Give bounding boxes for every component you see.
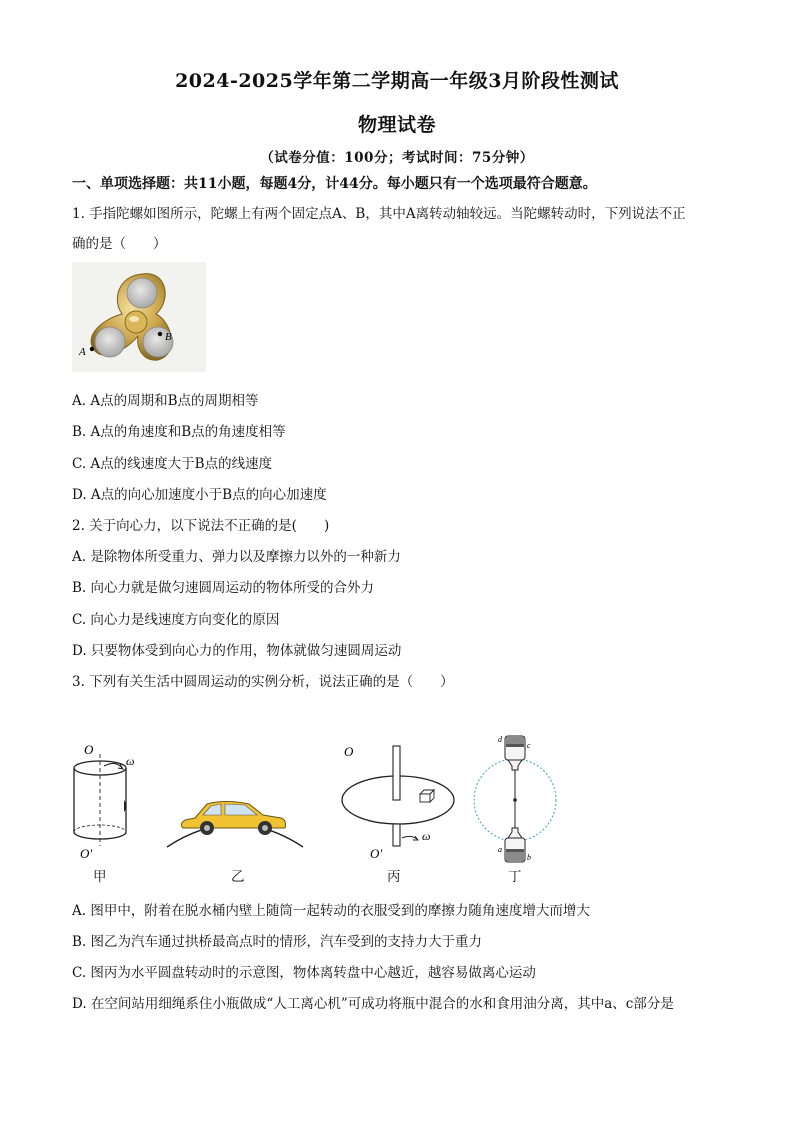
bing-o-prime-label: O′ [370,846,383,861]
jia-omega-label: ω [126,754,135,768]
fidget-spinner-photo [72,262,206,372]
q2-option-d: D. 只要物体受到向心力的作用，物体就做匀速圆周运动 [72,643,402,659]
q1-option-c: C. A点的线速度大于B点的线速度 [72,456,273,472]
q2-option-c: C. 向心力是线速度方向变化的原因 [72,612,280,628]
section-heading: 一、单项选择题：共11小题，每题4分，计44分。每小题只有一个选项最符合题意。 [72,176,597,192]
point-a-label: A [79,346,86,358]
ding-a-label: a [498,845,502,854]
caption-jia: 甲 [93,869,107,885]
bing-o-label: O [344,744,354,759]
figure-bing-rotating-disc [340,738,460,862]
q3-option-d: D. 在空间站用细绳系住小瓶做成“人工离心机”可成功将瓶中混合的水和食用油分离，其中a、c部分是 [72,996,674,1012]
caption-bing: 丙 [387,869,401,885]
ding-b-label: b [527,853,531,862]
jia-o-prime-label: O′ [80,846,93,861]
point-b-label: B [165,331,172,343]
ding-d-label: d [498,735,502,744]
exam-subject: 物理试卷 [357,114,436,136]
ding-c-label: c [527,741,531,750]
q2-option-a: A. 是除物体所受重力、弹力以及摩擦力以外的一种新力 [72,549,401,565]
q3-option-a: A. 图甲中，附着在脱水桶内壁上随筒一起转动的衣服受到的摩擦力随角速度增大而增大 [72,903,590,919]
q2-option-b: B. 向心力就是做匀速圆周运动的物体所受的合外力 [72,580,375,596]
bing-omega-label: ω [422,829,431,843]
q1-stem-line1: 1. 手指陀螺如图所示，陀螺上有两个固定点A、B，其中A离转动轴较远。当陀螺转动时，下列说法不正 [72,206,686,222]
q2-stem: 2. 关于向心力，以下说法不正确的是( ) [72,518,330,534]
q3-option-c: C. 图丙为水平圆盘转动时的示意图，物体离转盘中心越近，越容易做离心运动 [72,965,536,981]
figure-ding-artificial-centrifuge [468,730,562,864]
caption-yi: 乙 [231,869,245,885]
jia-o-label: O [84,742,94,757]
q3-stem: 3. 下列有关生活中圆周运动的实例分析，说法正确的是（ ） [72,674,454,690]
caption-ding: 丁 [508,869,522,885]
q1-option-b: B. A点的角速度和B点的角速度相等 [72,424,286,440]
exam-title: 2024-2025学年第二学期高一年级3月阶段性测试 [175,70,619,92]
figure-jia-spin-dryer [70,730,150,862]
exam-info: （试卷分值：100分；考试时间：75分钟） [260,150,534,166]
q1-stem-line2: 确的是（ ） [72,236,167,252]
q3-option-b: B. 图乙为汽车通过拱桥最高点时的情形，汽车受到的支持力大于重力 [72,934,483,950]
q1-option-a: A. A点的周期和B点的周期相等 [72,393,259,409]
figure-yi-car-on-bridge [165,782,305,852]
q1-option-d: D. A点的向心加速度小于B点的向心加速度 [72,487,327,503]
